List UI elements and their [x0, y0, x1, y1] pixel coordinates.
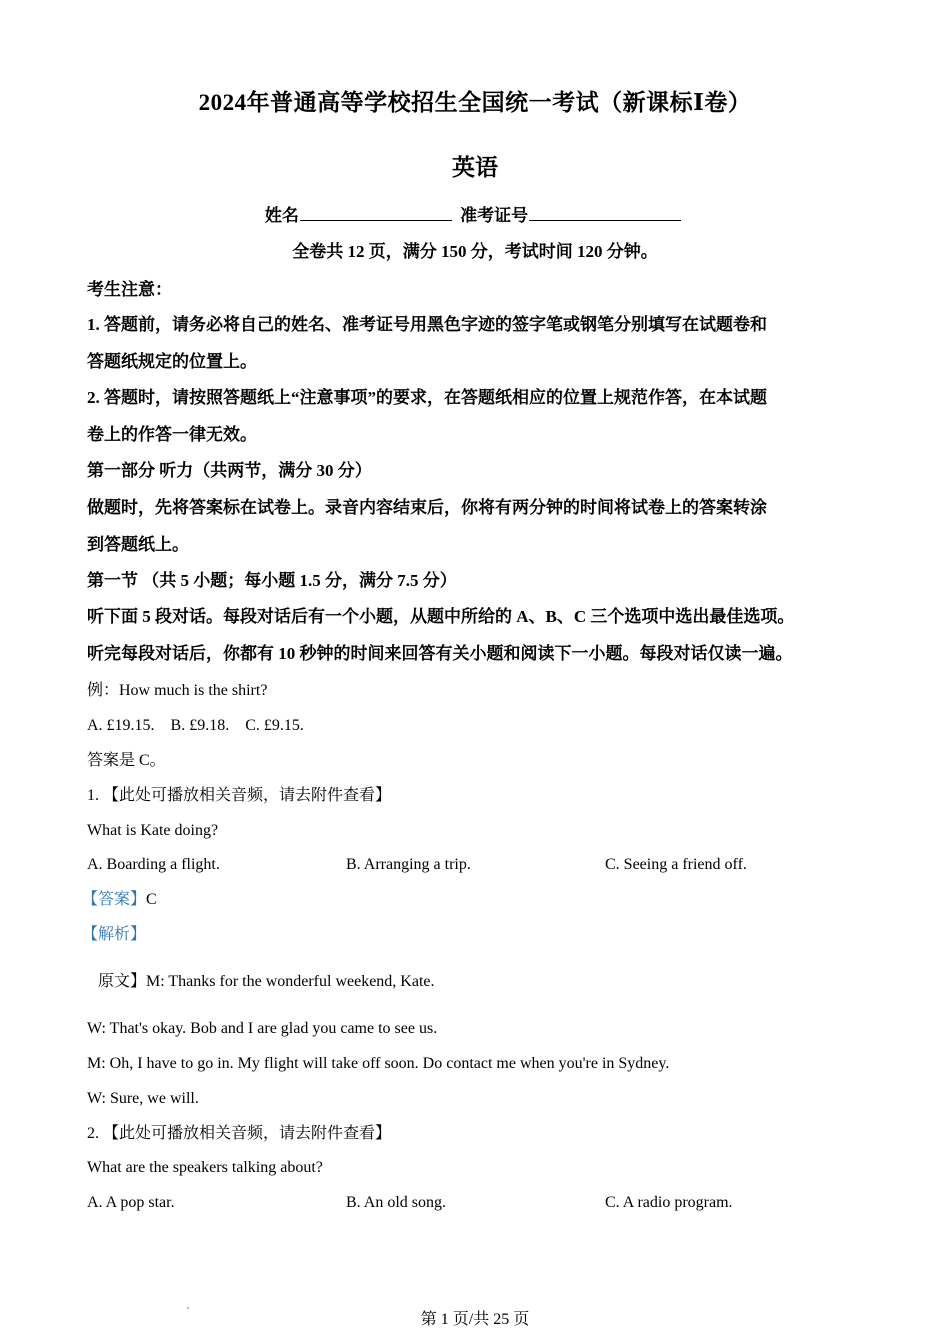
candidate-info-line	[0, 204, 950, 227]
analysis-label: 【解析】	[82, 926, 147, 943]
part1-heading: 第一部分 听力（共两节，满分 30 分）	[87, 461, 372, 480]
q2-option-b: B. An old song.	[346, 1194, 447, 1211]
example-question: 例：How much is the shirt?	[87, 682, 268, 699]
answer-label: 【答案】	[82, 891, 147, 908]
example-answer: 答案是 C。	[87, 752, 166, 769]
notice-item-2-line-1: 2. 答题时，请按照答题纸上“注意事项”的要求，在答题纸相应的位置上规范作答，在本试题	[87, 388, 767, 407]
exam-summary: 全卷共 12 页，满分 150 分，考试时间 120 分钟。	[292, 242, 658, 261]
name-label: 姓名	[264, 206, 299, 225]
page-number: 第 1 页/共 25 页	[420, 1311, 530, 1328]
notice-item-1-line-2: 答题纸规定的位置上。	[87, 352, 257, 371]
name-blank	[300, 204, 452, 221]
q1-option-a: A. Boarding a flight.	[87, 856, 220, 873]
q2-option-a: A. A pop star.	[87, 1194, 175, 1211]
q1-transcript-line-4: W: Sure, we will.	[87, 1090, 199, 1107]
notice-item-1-line-1: 1. 答题前，请务必将自己的姓名、准考证号用黑色字迹的签字笔或钢笔分别填写在试题卷和	[87, 315, 767, 334]
exam-subject: 英语	[452, 155, 498, 180]
example-options: A. £19.15. B. £9.18. C. £9.15.	[87, 717, 304, 734]
q1-transcript-line-1: 原文】M: Thanks for the wonderful weekend, Kate.	[98, 973, 435, 990]
section1-instruction-line-1: 听下面 5 段对话。每段对话后有一个小题，从题中所给的 A、B、C 三个选项中选出最佳选项。	[87, 607, 795, 626]
answer-value: C	[146, 891, 157, 908]
notice-heading: 考生注意：	[87, 280, 172, 299]
notice-item-2-line-2: 卷上的作答一律无效。	[87, 425, 257, 444]
q1-audio-note[interactable]: 1. 【此处可播放相关音频，请去附件查看】	[87, 787, 392, 804]
q1-question: What is Kate doing?	[87, 822, 219, 839]
q2-option-c: C. A radio program.	[605, 1194, 733, 1211]
q1-transcript-line-2: W: That's okay. Bob and I are glad you came to see us.	[87, 1020, 438, 1037]
id-blank	[529, 204, 681, 221]
q1-answer-line	[82, 889, 157, 911]
q2-audio-note[interactable]: 2. 【此处可播放相关音频，请去附件查看】	[87, 1125, 392, 1142]
part1-instruction-line-1: 做题时，先将答案标在试卷上。录音内容结束后，你将有两分钟的时间将试卷上的答案转涂	[87, 498, 767, 517]
q1-option-c: C. Seeing a friend off.	[605, 856, 747, 873]
q2-question: What are the speakers talking about?	[87, 1159, 323, 1176]
section1-heading: 第一节 （共 5 小题；每小题 1.5 分，满分 7.5 分）	[87, 571, 457, 590]
q1-option-b: B. Arranging a trip.	[346, 856, 471, 873]
exam-title: 2024年普通高等学校招生全国统一考试（新课标Ⅰ卷）	[198, 90, 752, 115]
part1-instruction-line-2: 到答题纸上。	[87, 535, 189, 554]
q1-transcript-line-3: M: Oh, I have to go in. My flight will take off soon. Do contact me when you're in Sydney.	[87, 1055, 670, 1072]
id-label: 准考证号	[460, 206, 529, 225]
section1-instruction-line-2: 听完每段对话后，你都有 10 秒钟的时间来回答有关小题和阅读下一小题。每段对话仅读一遍。	[87, 644, 793, 663]
